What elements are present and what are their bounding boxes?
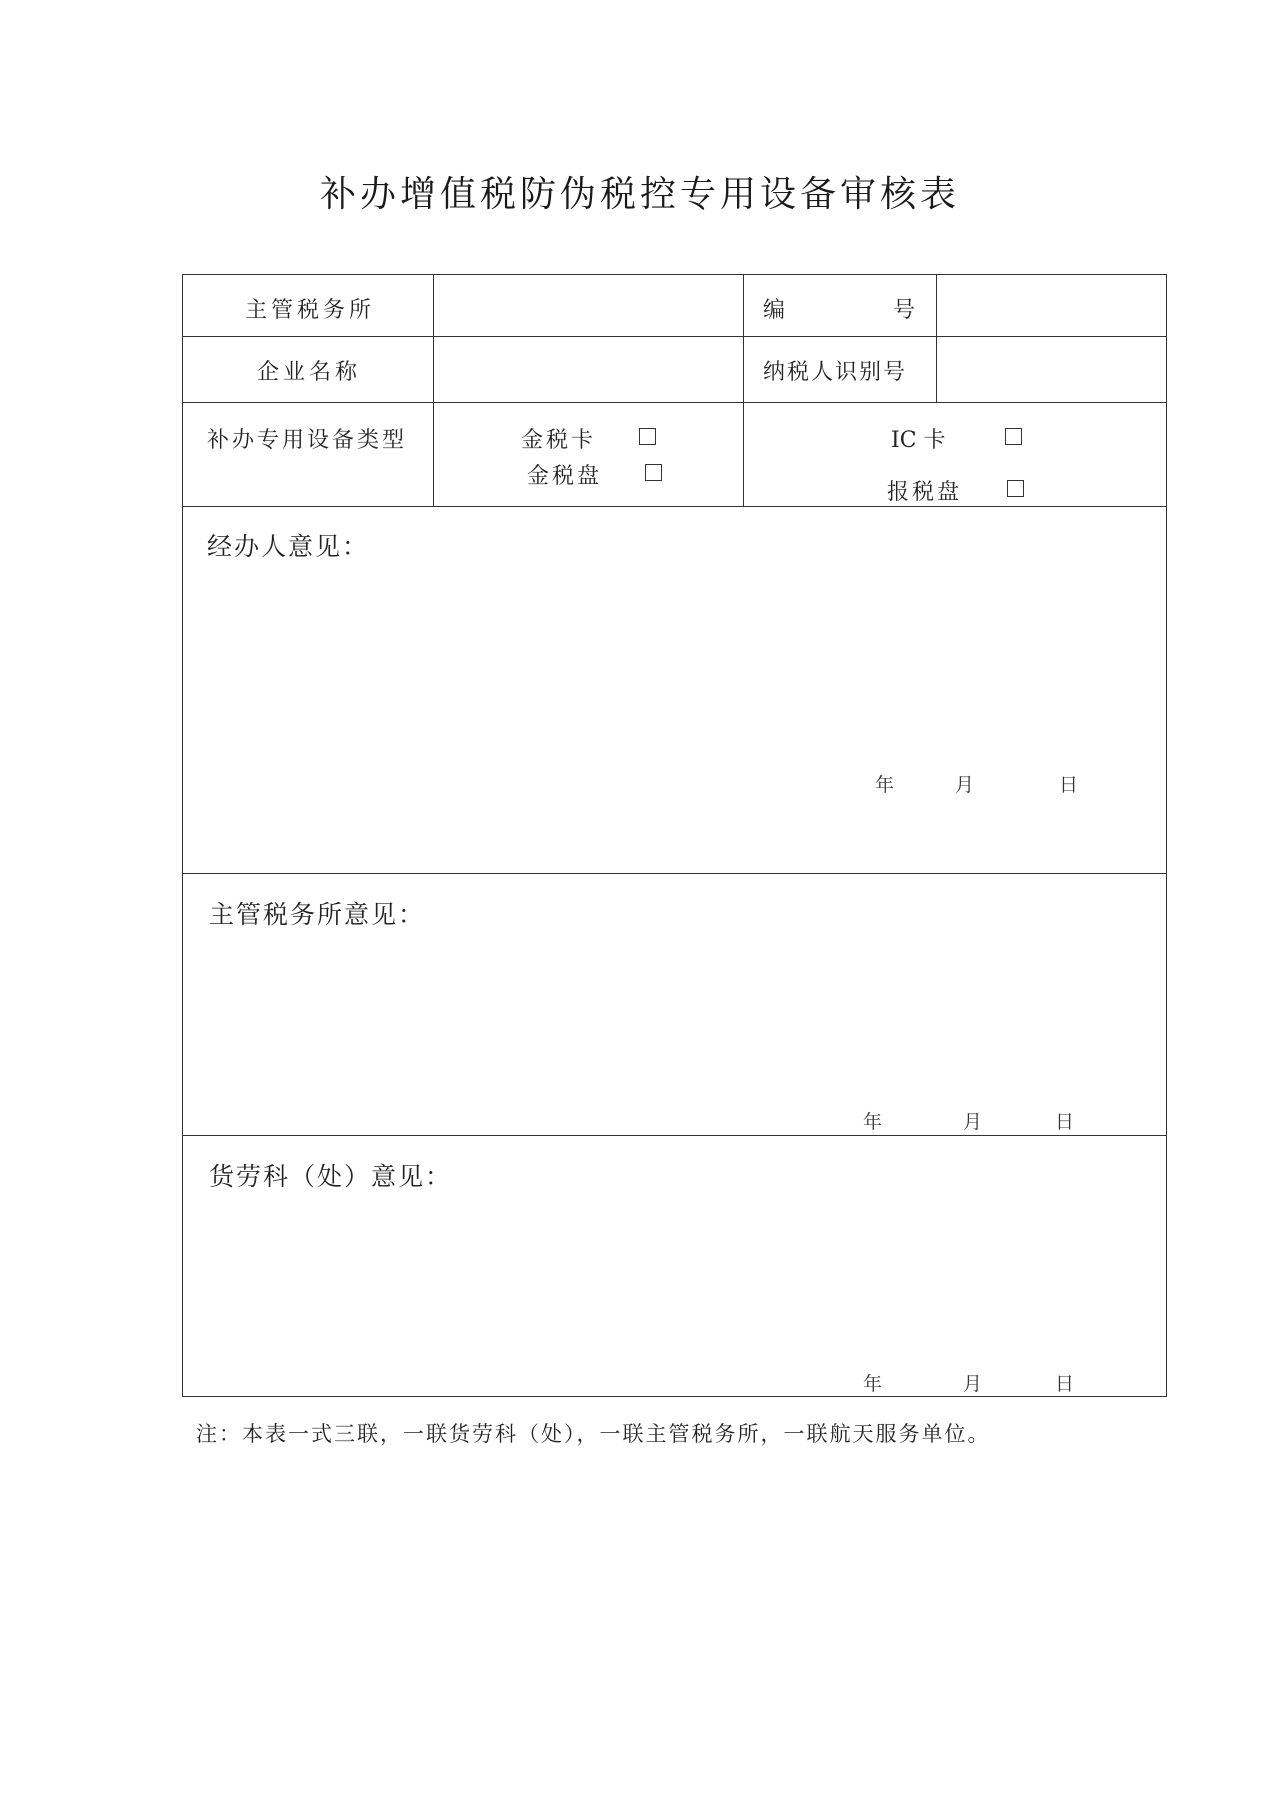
column-divider	[433, 275, 434, 506]
handler-date-year: 年	[875, 774, 895, 796]
label-number-right: 号	[893, 298, 916, 323]
checkbox-golden-tax-card[interactable]	[639, 428, 656, 445]
handler-date-month: 月	[955, 774, 975, 796]
option-ic-card-label: IC 卡	[891, 428, 946, 453]
row-divider	[183, 873, 1166, 874]
row-divider	[183, 336, 1166, 337]
tax-office-date-day: 日	[1055, 1111, 1075, 1133]
tax-office-date-year: 年	[863, 1111, 883, 1133]
taxpayer-id-field[interactable]	[938, 338, 1164, 400]
tax-office-field[interactable]	[435, 277, 741, 334]
handler-date-day: 日	[1059, 774, 1079, 796]
goods-labor-date-year: 年	[863, 1373, 883, 1395]
handler-opinion-field[interactable]	[185, 565, 1164, 795]
form-title: 补办增值税防伪税控专用设备审核表	[319, 174, 960, 215]
column-divider	[743, 275, 744, 506]
label-company-name: 企业名称	[257, 360, 362, 385]
option-tax-report-disk-label: 报税盘	[887, 480, 963, 505]
tax-office-opinion-field[interactable]	[185, 935, 1164, 1085]
audit-form-table	[182, 274, 1167, 1397]
option-golden-tax-card-label: 金税卡	[521, 428, 597, 453]
goods-labor-opinion-label: 货劳科（处）意见：	[209, 1162, 453, 1191]
checkbox-golden-tax-disk[interactable]	[645, 464, 662, 481]
checkbox-tax-report-disk[interactable]	[1007, 480, 1024, 497]
row-divider	[183, 506, 1166, 507]
handler-opinion-label: 经办人意见：	[207, 532, 370, 561]
goods-labor-date-month: 月	[963, 1373, 983, 1395]
column-divider	[936, 275, 937, 402]
row-divider	[183, 402, 1166, 403]
footnote: 注：本表一式三联，一联货劳科（处），一联主管税务所，一联航天服务单位。	[196, 1422, 991, 1446]
goods-labor-opinion-field[interactable]	[185, 1195, 1164, 1345]
label-tax-office: 主管税务所	[245, 298, 376, 323]
row-divider	[183, 1135, 1166, 1136]
label-taxpayer-id: 纳税人识别号	[763, 360, 908, 385]
company-name-field[interactable]	[435, 338, 741, 400]
tax-office-date-month: 月	[963, 1111, 983, 1133]
checkbox-ic-card[interactable]	[1005, 428, 1022, 445]
label-number-left: 编	[763, 298, 786, 323]
tax-office-opinion-label: 主管税务所意见：	[209, 900, 426, 929]
number-field[interactable]	[938, 277, 1164, 334]
label-device-type: 补办专用设备类型	[207, 428, 408, 453]
option-golden-tax-disk-label: 金税盘	[527, 464, 603, 489]
goods-labor-date-day: 日	[1055, 1373, 1075, 1395]
